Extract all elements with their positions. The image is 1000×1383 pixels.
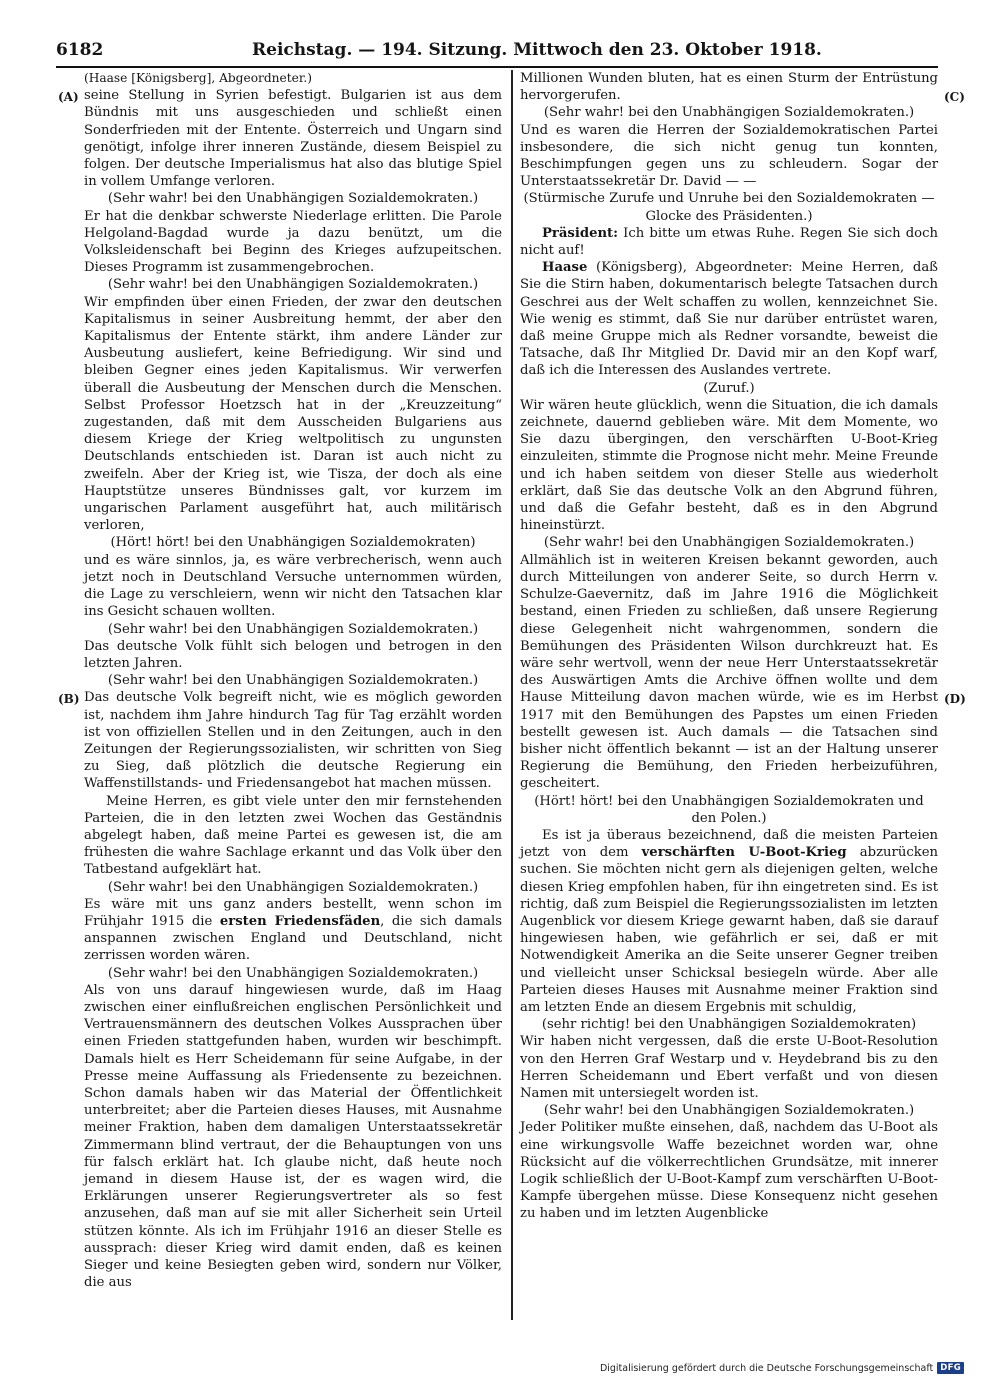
speech-paragraph: Jeder Politiker mußte einsehen, daß, nachdem das U-Boot als eine wirkungsvolle Waffe bezeichnet worden war, ohne Rücksicht auf die völkerrechtlichen Grundsätze, mit innerer Logik schließlich der U-Boot-Kampf zum verschärften U-Boot-Kampfe übergehen müsse. Diese Konsequenz nicht gesehen zu haben und im letzten Augenblicke [520, 1120, 938, 1222]
dfg-logo: DFG [937, 1362, 964, 1374]
speech-paragraph: Wir haben nicht vergessen, daß die erste U-Boot-Resolution von den Herren Graf Westarp und v. Heydebrand bis zu den Herren Scheidemann und Ebert verfaßt und von diesen Namen mit untersiegelt worden ist. [520, 1034, 938, 1101]
speech-paragraph [84, 896, 502, 965]
margin-marker-a: (A) [58, 90, 79, 104]
interjection: (sehr richtig! bei den Unabhängigen Sozialdemokraten) [541, 1017, 917, 1033]
speaker-continuation: (Haase [Königsberg], Abgeordneter.) [84, 71, 312, 85]
digitization-footer [600, 1362, 964, 1374]
page-header [56, 38, 926, 64]
text-run: abzurücken suchen. Sie möchten nicht gern als diejenigen gelten, welche diesen Krieg empfohlen haben, für ihn eingetreten sind. Es ist richtig, daß zum Beispiel die Regierungssozialisten im letzten Augenblick vor diesem Kriege gewarnt haben, daß sie darauf hingewiesen haben, wie gefährlich er sei, daß er mit Notwendigkeit Amerika an die Seite unserer Gegner treiben und vielleicht unser Schicksal besiegeln würde. Aber alle Parteien dieses Hauses mit Ausnahme meiner Fraktion sind am letzten Ende an diesem Ergebnis mit schuldig, [520, 845, 938, 1015]
interjection: (Sehr wahr! bei den Unabhängigen Sozialdemokraten.) [543, 1103, 915, 1119]
text-run: (Königsberg), Abgeordneter: Meine Herren, daß Sie die Stirn haben, dokumentarisch belegte Tatsachen durch Geschrei aus der Welt schaffen zu wollen, kennzeichnet Sie. Wie wenig es stimmt, daß Sie nur darüber entrüstet waren, daß meine Gruppe mich als Redner vorsandte, beweist die Tatsache, daß Ihr Mitglied Dr. David mir an den Kopf warf, daß ich die Interessen des Auslandes vertrete. [520, 260, 938, 379]
speech-paragraph: Und es waren die Herren der Sozialdemokratischen Partei insbesondere, die sich nicht genug tun konnten, Beschimpfungen gegen uns zu schleudern. Sogar der Unterstaatssekretär Dr. David — — [520, 122, 938, 190]
text-run: Ich bitte um etwas Ruhe. Regen Sie sich doch nicht auf! [520, 225, 938, 259]
interjection: (Stürmische Zurufe und Unruhe bei den Sozialdemokraten — Glocke des Präsidenten.) [523, 191, 935, 224]
header-rule [56, 66, 938, 68]
interjection: (Sehr wahr! bei den Unabhängigen Sozialdemokraten.) [107, 965, 479, 981]
interjection: (Hört! hört! bei den Unabhängigen Sozialdemokraten und den Polen.) [534, 793, 924, 826]
speaker-name: Haase [542, 260, 588, 276]
speech-paragraph: Wir wären heute glücklich, wenn die Situation, die ich damals zeichnete, dauernd geblieben wäre. Mit dem Momente, wo Sie dazu übergingen, den verschärften U-Boot-Krieg einzuleiten, stimmte die Prognose nicht mehr. Meine Freunde und ich haben seitdem von dieser Stelle aus wiederholt erklärt, daß Sie das deutsche Volk an den Abgrund führen, und daß die Gefahr besteht, daß es in den Abgrund hineinstürzt. [520, 397, 938, 534]
margin-marker-b: (B) [58, 692, 80, 706]
interjection: (Zuruf.) [703, 380, 755, 396]
emphasis-text: verschärften U-Boot-Krieg [641, 845, 847, 861]
speech-paragraph: Millionen Wunden bluten, hat es einen Sturm der Entrüstung hervorgerufen. [520, 71, 938, 104]
speech-paragraph: Er hat die denkbar schwerste Niederlage erlitten. Die Parole Helgoland-Bagdad wurde ja dazu benützt, um die Volksleidenschaft bei Beginn des Krieges aufzupeitschen. Dieses Programm ist zusammengebrochen. [84, 208, 502, 276]
margin-marker-d: (D) [944, 692, 966, 706]
speech-paragraph [520, 259, 938, 379]
interjection: (Sehr wahr! bei den Unabhängigen Sozialdemokraten.) [107, 191, 479, 207]
speaker-name: Präsident: [542, 225, 619, 241]
speech-paragraph [520, 225, 938, 259]
speech-paragraph: Als von uns darauf hingewiesen wurde, daß im Haag zwischen einer einflußreichen englischen Persönlichkeit und Vertrauensmännern des deutschen Volkes Aussprachen über einen Frieden stattgefunden haben, wurden wir beschimpft. Damals hielt es Herr Scheidemann für seine Aufgabe, in der Presse meine Auffassung als Friedensente zu bezeichnen. Schon damals haben wir das Material der Öffentlichkeit unterbreitet; aber die Parteien dieses Hauses, mit Ausnahme meiner Fraktion, haben dem damaligen Unterstaatssekretär Zimmermann blind vertraut, der die Behauptungen von uns für falsch erklärt hat. Ich glaube nicht, daß heute noch jemand in diesem Hause ist, der es wagen wird, die Erklärungen unserer Regierungsvertreter als so fest anzusehen, daß man auf sie mit aller Sicherheit sein Urteil stützen könnte. Als ich im Frühjahr 1916 an dieser Stelle es aussprach: dieser Krieg wird damit enden, daß es keinen Sieger und keine Besiegten geben wird, sondern nur Völker, die aus [84, 982, 502, 1291]
speech-paragraph: Das deutsche Volk fühlt sich belogen und betrogen in den letzten Jahren. [84, 638, 502, 671]
interjection: (Sehr wahr! bei den Unabhängigen Sozialdemokraten.) [107, 621, 479, 637]
interjection: (Sehr wahr! bei den Unabhängigen Sozialdemokraten.) [107, 879, 479, 895]
right-column [520, 70, 938, 1223]
interjection: (Hört! hört! bei den Unabhängigen Sozialdemokraten) [110, 535, 476, 551]
left-column [84, 70, 502, 1291]
speech-paragraph: seine Stellung in Syrien befestigt. Bulgarien ist aus dem Bündnis mit uns ausgeschieden und schließt einen Sonderfrieden mit der Entente. Österreich und Ungarn sind genötigt, infolge ihrer inneren Zustände, diesem Beispiel zu folgen. Der deutsche Imperialismus hat also das blutige Spiel in vollem Umfange verloren. [84, 88, 502, 190]
speech-paragraph [520, 827, 938, 1016]
margin-marker-c: (C) [944, 90, 965, 104]
interjection: (Sehr wahr! bei den Unabhängigen Sozialdemokraten.) [543, 105, 915, 121]
text-run: Es ist ja überaus bezeichnend, daß die meisten Parteien jetzt von dem [520, 827, 938, 861]
text-run: , die sich damals anspannen zwischen England und Deutschland, nicht zerrissen worden wären. [84, 913, 502, 964]
interjection: (Sehr wahr! bei den Unabhängigen Sozialdemokraten.) [107, 277, 479, 293]
column-divider [511, 70, 513, 1320]
speech-paragraph: Meine Herren, es gibt viele unter den mir fernstehenden Parteien, die in den letzten zwei Wochen das Geständnis abgelegt haben, daß meine Partei es gewesen ist, die am frühesten die wahre Sachlage erkannt und das Volk über den Tatbestand aufgeklärt hat. [84, 793, 502, 878]
emphasis-text: ersten Friedensfäden [219, 913, 381, 929]
speech-paragraph: Das deutsche Volk begreift nicht, wie es möglich geworden ist, nachdem ihm Jahre hindurch Tag für Tag erzählt worden ist von offiziellen Stellen und in den Zeitungen, auch in den Zeitungen der Regierungssozialisten, wir schritten von Sieg zu Sieg, daß plötzlich die deutsche Regierung ein Waffenstillstands- und Friedensangebot hat machen müssen. [84, 690, 502, 792]
text-run: Es wäre mit uns ganz anders bestellt, wenn schon im Frühjahr 1915 die [84, 896, 502, 929]
speech-paragraph: und es wäre sinnlos, ja, es wäre verbrecherisch, wenn auch jetzt noch in Deutschland Versuche unternommen würden, die Lage zu verschleiern, wenn wir nicht den Tatsachen klar ins Gesicht schauen wollten. [84, 552, 502, 620]
page-number: 6182 [56, 40, 104, 60]
interjection: (Sehr wahr! bei den Unabhängigen Sozialdemokraten.) [543, 535, 915, 551]
speech-paragraph: Allmählich ist in weiteren Kreisen bekannt geworden, auch durch Mitteilungen von anderer Seite, so durch Herrn v. Schulze-Gaevernitz, daß im Jahre 1916 die Möglichkeit bestand, einen Frieden zu schließen, daß unsere Regierung diese Gelegenheit nicht wahrgenommen, sondern die Bemühungen des Präsidenten Wilson durchkreuzt hat. Es wäre sehr wertvoll, wenn der neue Herr Unterstaatssekretär des Auswärtigen Amts die Archive öffnen wollte und dem Hause Mitteilung davon machen würde, wie es im Herbst 1917 mit den Bemühungen des Papstes um einen Frieden bestellt gewesen ist. Auch damals — die Tatsachen sind bisher nicht öffentlich bekannt — ist an der Haltung unserer Regierung die Bemühung, den Frieden herbeizuführen, gescheitert. [520, 552, 938, 792]
speech-paragraph: Wir empfinden über einen Frieden, der zwar den deutschen Kapitalismus in seiner Ausbreitung hemmt, der aber den Kapitalismus der Entente stärkt, ihm andere Länder zur Ausbeutung ausliefert, keine Befriedigung. Wir sind und bleiben Gegner eines jeden Kapitalismus. Wir verwerfen überall die Ausbeutung der Menschen durch die Menschen. Selbst Professor Hoetzsch hat in der „Kreuzzeitung“ zugestanden, daß mit dem Ausscheiden Bulgariens aus diesem Kriege der Krieg weltpolitisch zu ungunsten Deutschlands entschieden ist. Daran ist auch nicht zu zweifeln. Aber der Krieg ist, wie Tisza, der doch als eine Hauptstütze unseres Bündnisses galt, vor kurzem im ungarischen Parlament ausgeführt hat, auch militärisch verloren, [84, 294, 502, 534]
footer-text: Digitalisierung gefördert durch die Deutsche Forschungsgemeinschaft [599, 1362, 934, 1374]
interjection: (Sehr wahr! bei den Unabhängigen Sozialdemokraten.) [107, 673, 479, 689]
running-title: Reichstag. — 194. Sitzung. Mittwoch den 23. Oktober 1918. [252, 40, 822, 60]
